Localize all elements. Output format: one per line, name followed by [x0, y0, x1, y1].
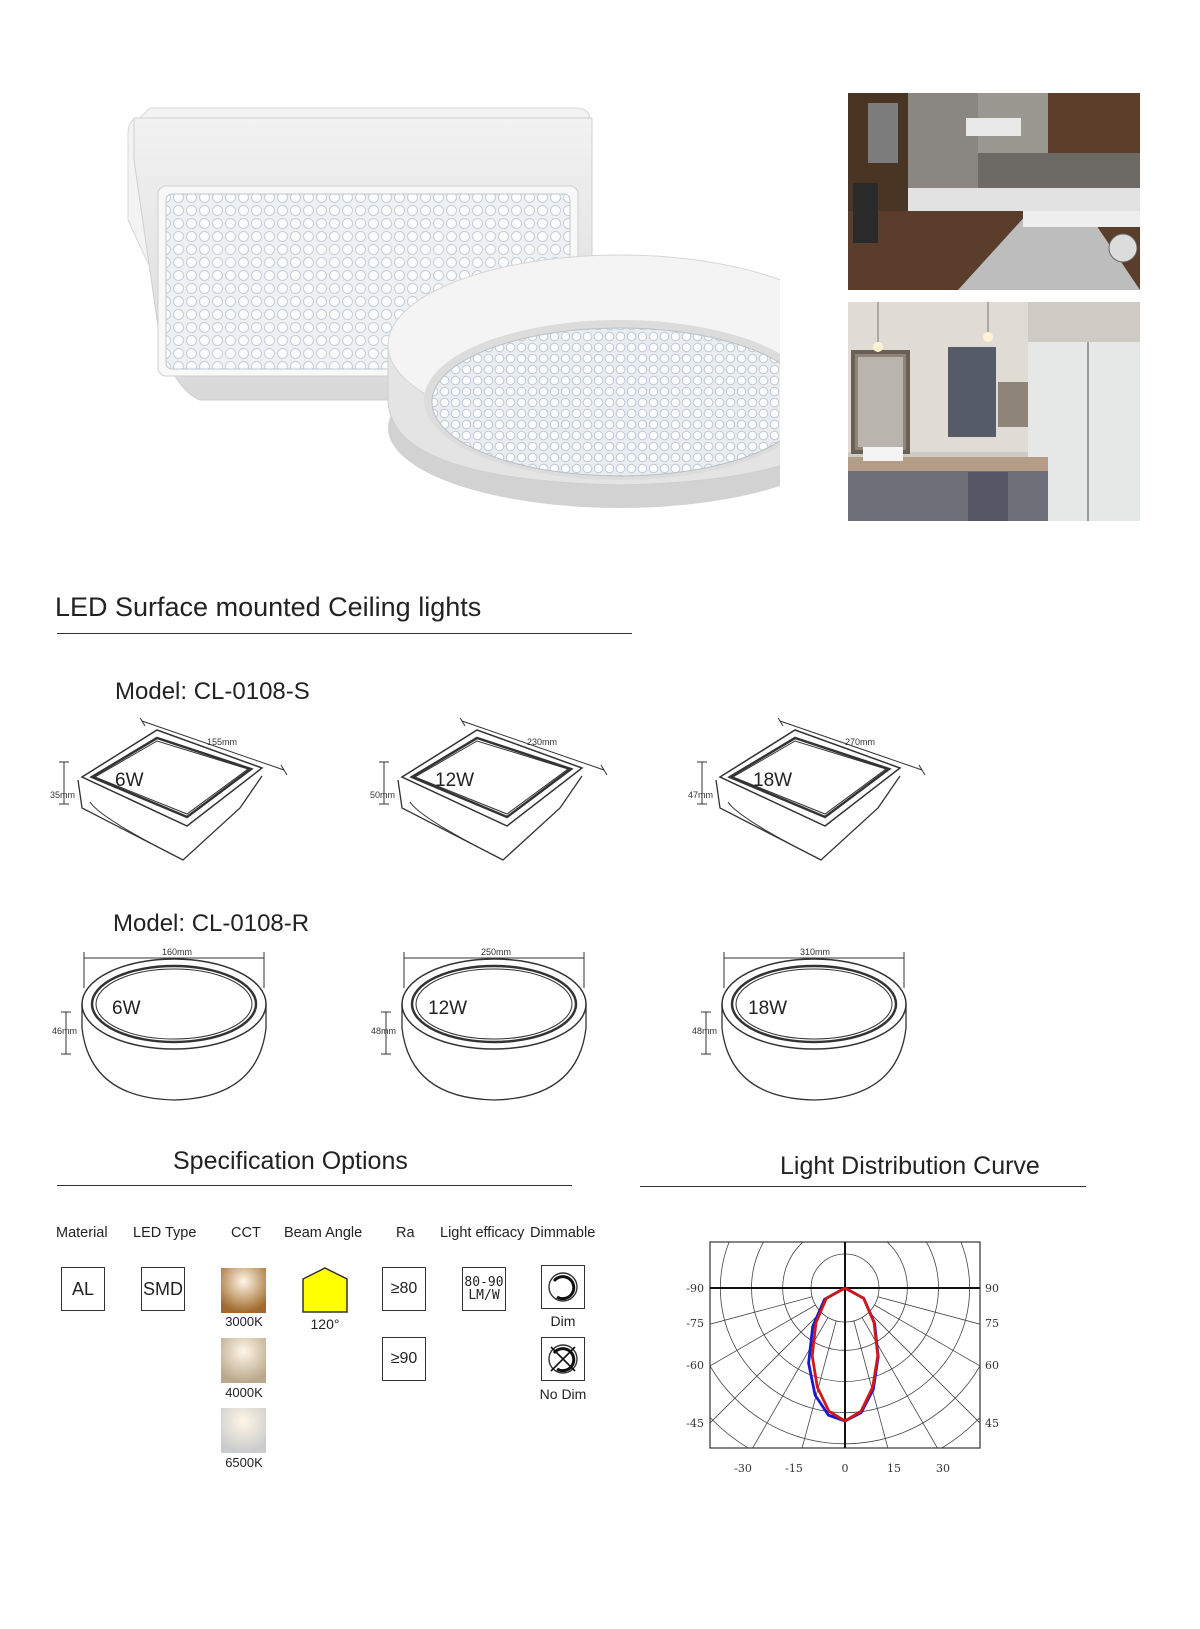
right-tick-label: 60: [985, 1359, 999, 1372]
round-18w-height: 48mm: [692, 1026, 718, 1036]
right-tick-label: 90: [985, 1282, 999, 1295]
dim-label: Dim: [550, 1313, 576, 1329]
efficacy-unit: LM/W: [468, 1288, 500, 1303]
square-18w-height: 47mm: [688, 790, 714, 800]
square-12w-height: 50mm: [370, 790, 396, 800]
material-header: Material: [56, 1225, 108, 1241]
no-dim-label: No Dim: [539, 1386, 587, 1402]
efficacy-box: [462, 1267, 506, 1311]
product-render: [120, 100, 780, 510]
beam-angle-header: Beam Angle: [284, 1225, 363, 1241]
no-dim-box: [541, 1337, 585, 1381]
dimmable-header: Dimmable: [530, 1225, 596, 1241]
beam-angle-label: 120°: [310, 1316, 340, 1332]
cct-6500k-swatch: [221, 1408, 266, 1453]
efficacy-header: Light efficacy: [440, 1225, 525, 1241]
ra-header: Ra: [396, 1225, 415, 1241]
square-6w-drawing: [50, 718, 290, 878]
square-18w-watt: 18W: [753, 770, 793, 791]
left-tick-label: -45: [686, 1417, 704, 1430]
grid-radial: [678, 1312, 821, 1483]
square-18w-drawing: [688, 718, 928, 878]
round-6w-watt: 6W: [112, 998, 141, 1019]
dim-icon: [545, 1269, 581, 1305]
square-6w-height: 35mm: [50, 790, 76, 800]
ra-80-box: ≥80: [382, 1267, 426, 1311]
cct-4000k-swatch: [221, 1338, 266, 1383]
round-18w-watt: 18W: [748, 998, 788, 1019]
bottom-tick-label: 0: [841, 1462, 849, 1475]
bottom-tick-label: -15: [785, 1462, 803, 1475]
material-box: AL: [61, 1267, 105, 1311]
round-6w-height: 46mm: [52, 1026, 78, 1036]
square-6w-watt: 6W: [115, 770, 144, 791]
square-12w-drawing: [370, 718, 610, 878]
bottom-tick-label: -30: [734, 1462, 752, 1475]
efficacy-value: 80-90: [464, 1275, 504, 1290]
grid-radial: [869, 1312, 1008, 1483]
round-18w-drawing: [690, 948, 920, 1108]
kitchen-photo: [848, 93, 1140, 290]
ra-90-box: ≥90: [382, 1337, 426, 1381]
left-tick-label: -75: [686, 1317, 704, 1330]
grid-radial: [685, 1317, 828, 1483]
right-tick-label: 75: [985, 1317, 999, 1330]
right-tick-label: 45: [985, 1417, 999, 1430]
round-12w-height: 48mm: [371, 1026, 397, 1036]
round-6w-width: 160mm: [162, 947, 193, 957]
cct-header: CCT: [231, 1225, 261, 1241]
square-12w-watt: 12W: [435, 770, 475, 791]
cct-6500k-label: 6500K: [225, 1455, 263, 1470]
round-12w-width: 250mm: [481, 947, 512, 957]
round-18w-width: 310mm: [800, 947, 831, 957]
left-tick-label: -90: [686, 1282, 704, 1295]
led-type-box: SMD: [141, 1267, 185, 1311]
square-12w-width: 230mm: [527, 737, 558, 747]
led-type-header: LED Type: [133, 1225, 197, 1241]
left-tick-label: -60: [686, 1359, 704, 1372]
dim-box: [541, 1265, 585, 1309]
light-distribution-chart: [678, 1238, 1008, 1483]
square-6w-width: 155mm: [207, 737, 238, 747]
title-rule: [57, 633, 632, 634]
square-18w-width: 270mm: [845, 737, 876, 747]
round-6w-drawing: [50, 948, 280, 1108]
grid-radial: [862, 1317, 1005, 1483]
round-12w-drawing: [370, 948, 600, 1108]
cct-3000k-swatch: [221, 1268, 266, 1313]
curve-rule: [640, 1186, 1086, 1187]
spec-rule: [57, 1185, 572, 1186]
polar-grid: [678, 1238, 1008, 1483]
bottom-tick-label: 15: [887, 1462, 901, 1475]
model-round-title: Model: CL-0108-R: [113, 910, 310, 937]
bottom-tick-label: 30: [936, 1462, 950, 1475]
main-title: LED Surface mounted Ceiling lights: [55, 592, 482, 622]
round-12w-watt: 12W: [428, 998, 468, 1019]
spec-title: Specification Options: [173, 1147, 408, 1175]
model-square-title: Model: CL-0108-S: [115, 678, 310, 705]
curve-title: Light Distribution Curve: [780, 1152, 1040, 1180]
beam-angle-icon: [302, 1267, 348, 1313]
cct-4000k-label: 4000K: [225, 1385, 263, 1400]
bathroom-photo: [848, 302, 1140, 521]
cct-3000k-label: 3000K: [225, 1314, 263, 1329]
no-dim-icon: [545, 1341, 581, 1377]
